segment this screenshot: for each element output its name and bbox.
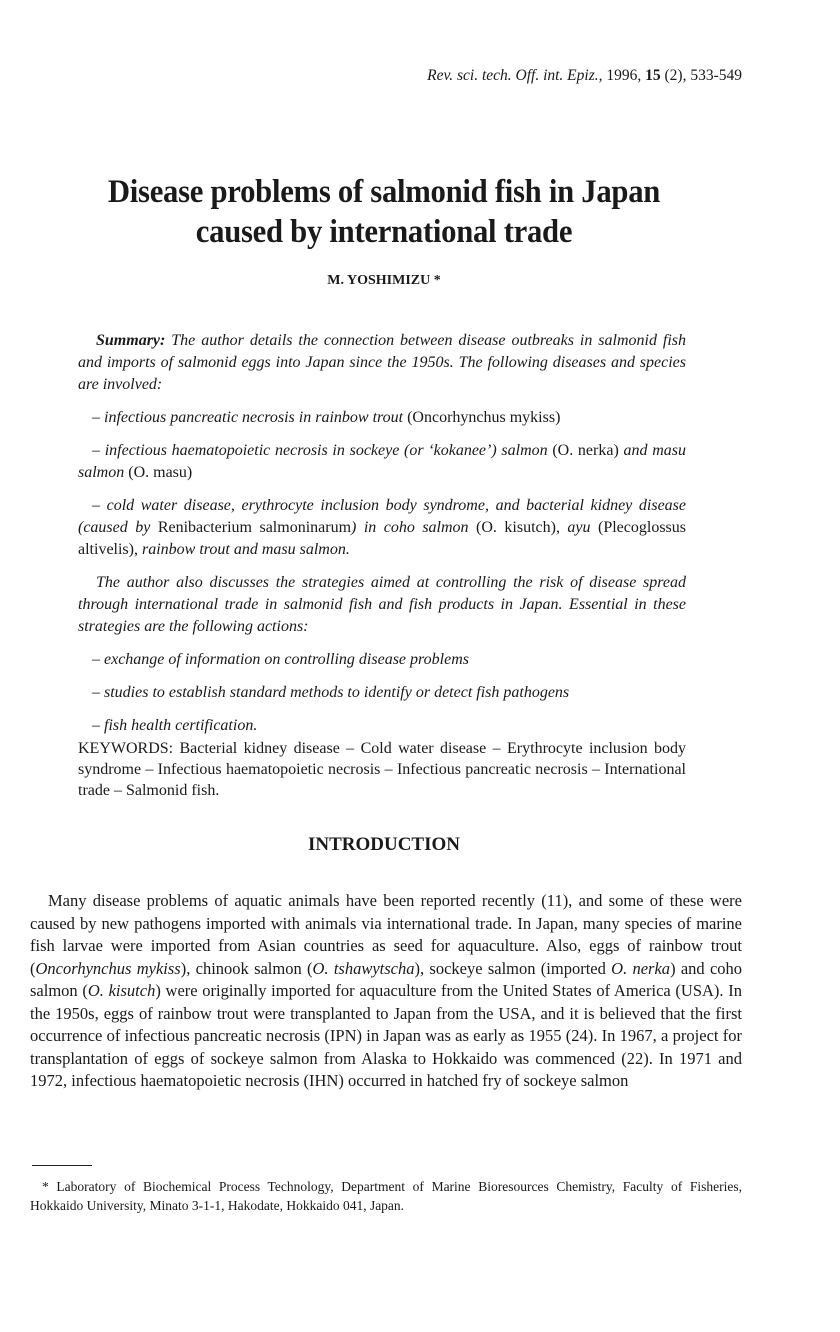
disease-item: – infectious haematopoietic necrosis in sockeye (or ‘kokanee’) salmon (O. nerka) and masu salmon (O. masu) [78, 442, 686, 481]
issue-pages: (2), 533-549 [660, 67, 742, 84]
strategies-intro: The author also discusses the strategies aimed at controlling the risk of disease spread through international trade in salmonid fish and fish products in Japan. Essential in these strategies are the following actions: [78, 574, 686, 635]
introduction-paragraph: Many disease problems of aquatic animals have been reported recently (11), and some of these were caused by new pathogens imported with animals via international trade. In Japan, many species of marine fish larvae were imported from Asian countries as seed for aquaculture. Also, eggs of rainbow trout (Oncorhynchus mykiss), chinook salmon (O. tshawytscha), sockeye salmon (imported O. nerka) and coho salmon (O. kisutch) were originally imported for aquaculture from the United States of America (USA). In the 1950s, eggs of rainbow trout were transplanted to Japan from the USA, and it is believed that the first occurrence of infectious pancreatic necrosis (IPN) in Japan was as early as 1955 (24). In 1967, a project for transplantation of eggs of sockeye salmon from Alaska to Hokkaido was commenced (22). In 1971 and 1972, infectious haematopoietic necrosis (IHN) occurred in hatched fry of sockeye salmon [30, 891, 743, 1090]
action-item: – fish health certification. [92, 717, 258, 734]
summary-label: Summary: [96, 332, 166, 349]
footnote-divider [32, 1165, 92, 1166]
paper-title [27, 172, 741, 252]
running-head [427, 67, 742, 85]
volume: 15 [645, 67, 661, 84]
keywords: KEYWORDS: Bacterial kidney disease – Cold water disease – Erythrocyte inclusion body syndrome – Infectious haematopoietic necrosis – Infectious pancreatic necrosis – International trade – Salmonid fish. [78, 740, 686, 799]
section-heading-introduction: INTRODUCTION [307, 834, 461, 855]
year: 1996, [602, 67, 646, 84]
journal-name: Rev. sci. tech. Off. int. Epiz., [427, 67, 603, 84]
action-item: – exchange of information on controlling disease problems [92, 651, 469, 668]
abstract [78, 330, 686, 748]
footnote-affiliation: * Laboratory of Biochemical Process Technology, Department of Marine Bioresources Chemistry, Faculty of Fisheries, Hokkaido University, Minato 3-1-1, Hakodate, Hokkaido 041, Japan. [30, 1179, 742, 1213]
disease-item: – infectious pancreatic necrosis in rainbow trout (Oncorhynchus mykiss) [92, 409, 561, 426]
title-line-2: caused by international trade [195, 214, 573, 250]
abstract-intro: Summary: The author details the connection between disease outbreaks in salmonid fish and imports of salmonid eggs into Japan since the 1950s. The following diseases and species are involved: [78, 332, 686, 393]
disease-item: – cold water disease, erythrocyte inclusion body syndrome, and bacterial kidney disease (caused by Renibacterium salmoninarum) in coho salmon (O. kisutch), ayu (Plecoglossus altivelis), rainbow trout and masu salmon. [78, 497, 687, 558]
action-item: – studies to establish standard methods to identify or detect fish pathogens [92, 684, 570, 701]
author: M. YOSHIMIZU * [327, 273, 441, 288]
title-line-1: Disease problems of salmonid fish in Japan [107, 174, 661, 210]
